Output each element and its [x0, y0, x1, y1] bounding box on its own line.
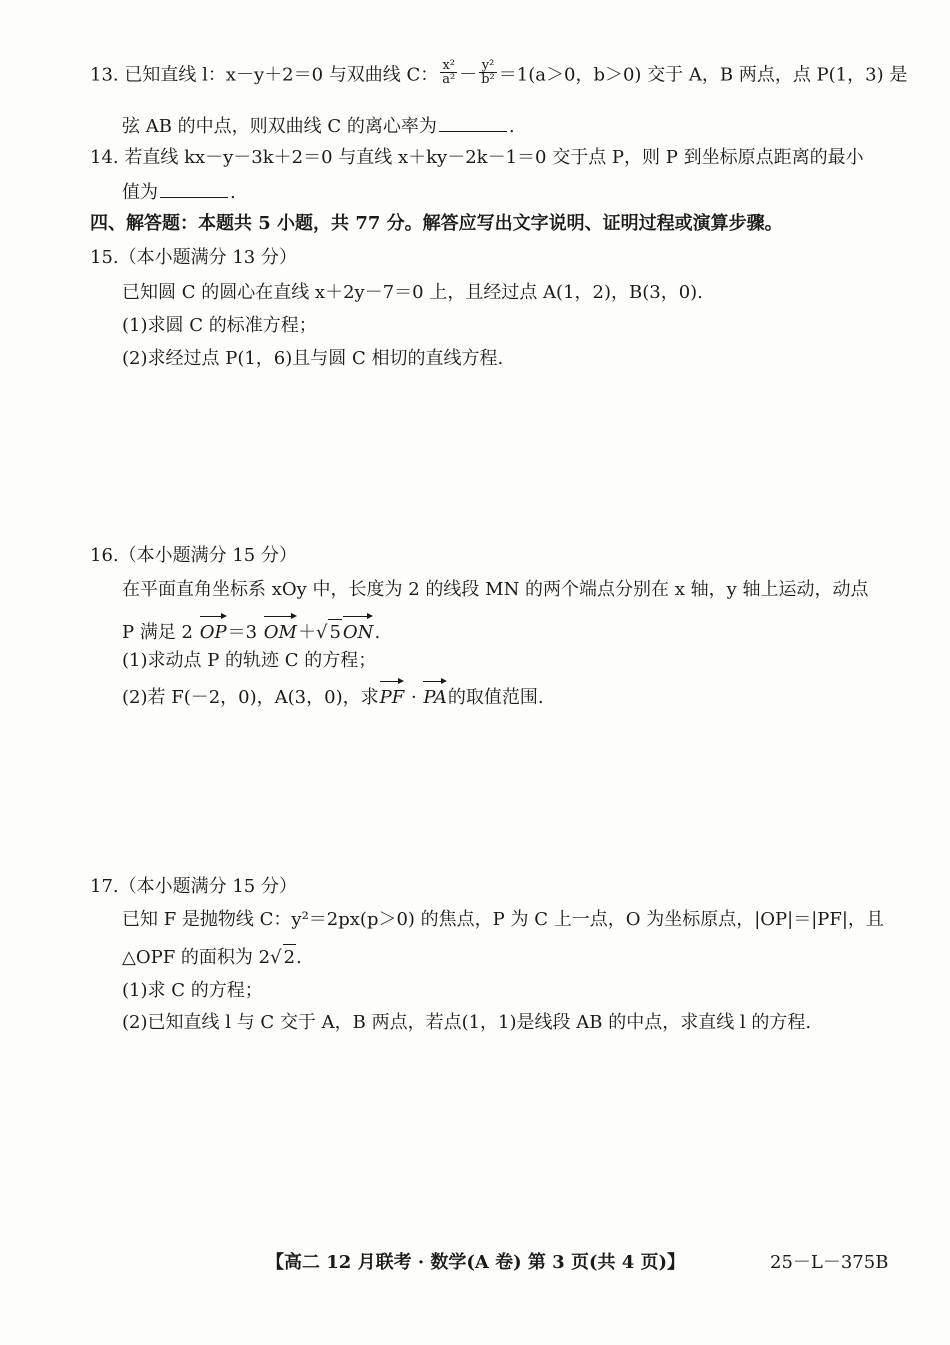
period: .: [374, 622, 381, 643]
question-13-line-1: [90, 58, 908, 89]
period: .: [296, 947, 302, 968]
sqrt-symbol: √: [270, 947, 282, 968]
q17-stem2-text: △OPF 的面积为 2: [122, 947, 271, 968]
q13-line2-text: 弦 AB 的中点，则双曲线 C 的离心率为: [122, 116, 437, 137]
vector-pa: PA: [423, 679, 446, 711]
page-footer: 【高二 12 月联考 · 数学(A 卷) 第 3 页(共 4 页)】: [266, 1252, 686, 1273]
answer-blank: [439, 113, 507, 132]
question-13-line-2: [122, 113, 515, 140]
question-17-part-2: (2)已知直线 l 与 C 交于 A，B 两点，若点(1，1)是线段 AB 的中点，求直线 l 的方程.: [122, 1012, 812, 1033]
question-14-line-2: [122, 179, 236, 206]
question-16-header: 16.（本小题满分 15 分）: [90, 545, 297, 566]
answer-blank: [160, 179, 228, 198]
minus-sign: －: [459, 64, 478, 86]
question-17-stem-1: 已知 F 是抛物线 C：y²＝2px(p＞0) 的焦点，P 为 C 上一点，O 为坐标原点，|OP|＝|PF|，且: [122, 909, 884, 930]
exam-code: 25－L－375B: [770, 1252, 889, 1273]
q16-stem2-text: P 满足 2: [122, 622, 199, 643]
q14-line2-text: 值为: [122, 182, 158, 203]
q13-prefix: 13. 已知直线 l：x－y＋2＝0 与双曲线 C：: [90, 64, 439, 86]
question-17-part-1: (1)求 C 的方程；: [122, 980, 263, 1001]
frac-numerator: x²: [440, 59, 457, 73]
q16-part2-text: (2)若 F(－2，0)，A(3，0)，求: [122, 687, 379, 708]
period: .: [230, 182, 236, 203]
sqrt-radicand: 2: [283, 944, 296, 971]
vector-om: OM: [264, 614, 297, 646]
question-17-stem-2: [122, 944, 302, 971]
question-15-part-1: (1)求圆 C 的标准方程；: [122, 315, 317, 336]
dot-product: ·: [405, 687, 423, 708]
question-14-line-1: 14. 若直线 kx－y－3k＋2＝0 与直线 x＋ky－2k－1＝0 交于点 P，则 P 到坐标原点距离的最小: [90, 147, 864, 168]
section-heading: 四、解答题：本题共 5 小题，共 77 分。解答应写出文字说明、证明过程或演算步骤。: [90, 213, 783, 234]
frac-numerator: y²: [479, 59, 497, 73]
sqrt-symbol: √: [315, 622, 328, 643]
sqrt-radicand: 5: [328, 619, 341, 646]
question-15-stem: 已知圆 C 的圆心在直线 x＋2y－7＝0 上，且经过点 A(1，2)，B(3，0).: [122, 282, 703, 303]
question-16-stem-2: [122, 614, 380, 646]
plus-sign: ＋: [297, 622, 316, 643]
vector-pf: PF: [380, 679, 405, 711]
frac-denominator: a²: [442, 72, 456, 87]
question-16-part-2: [122, 679, 544, 711]
question-16-part-1: (1)求动点 P 的轨迹 C 的方程；: [122, 650, 377, 671]
fraction-x2-a2: [440, 59, 457, 86]
vector-on: ON: [343, 614, 374, 646]
q13-suffix: ＝1(a＞0，b＞0) 交于 A，B 两点，点 P(1，3) 是: [498, 64, 908, 86]
fraction-y2-b2: [479, 59, 497, 86]
q16-part2-text: 的取值范围.: [447, 687, 544, 708]
frac-denominator: b²: [481, 72, 495, 87]
question-16-stem-1: 在平面直角坐标系 xOy 中，长度为 2 的线段 MN 的两个端点分别在 x 轴，y 轴上运动，动点: [122, 579, 869, 600]
vector-op: OP: [200, 614, 227, 646]
question-15-header: 15.（本小题满分 13 分）: [90, 247, 297, 268]
question-17-header: 17.（本小题满分 15 分）: [90, 876, 297, 897]
question-15-part-2: (2)求经过点 P(1，6)且与圆 C 相切的直线方程.: [122, 348, 504, 369]
period: .: [508, 116, 515, 137]
q16-stem2-text: ＝3: [227, 622, 263, 643]
